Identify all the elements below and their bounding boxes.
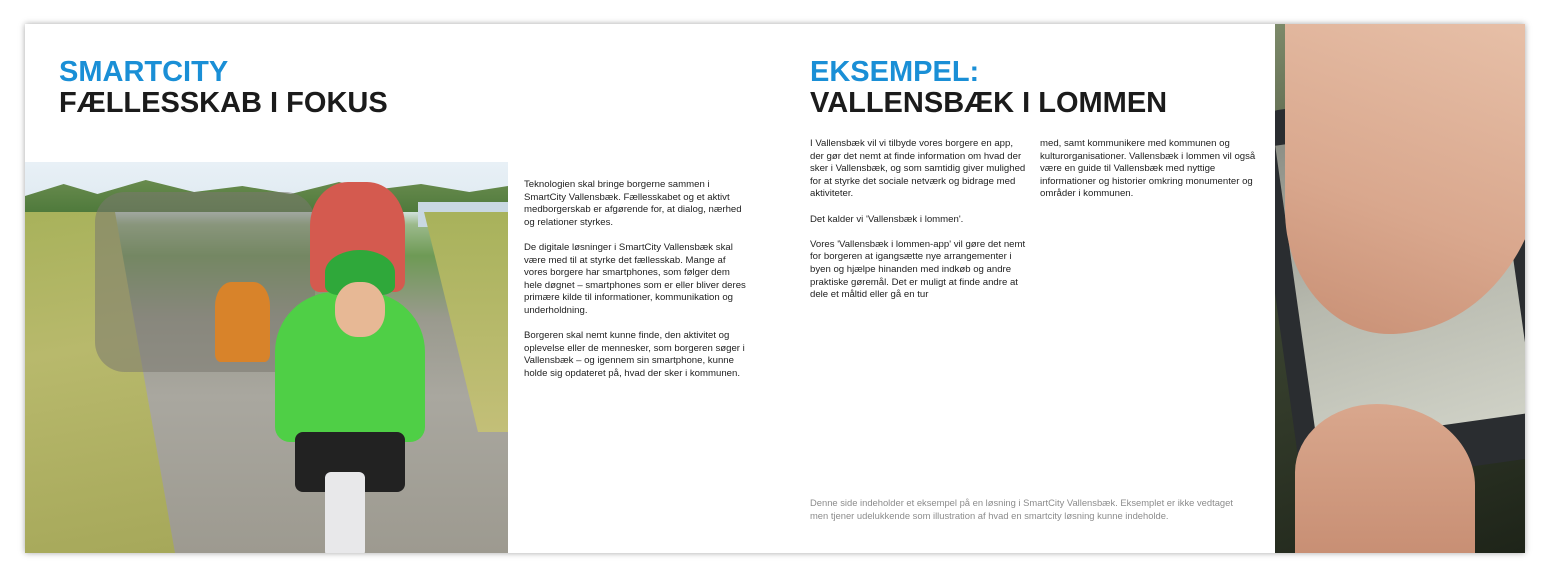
left-heading-accent: SMARTCITY xyxy=(59,56,229,88)
disclaimer-note: Denne side indeholder et eksempel på en løsning i SmartCity Vallensbæk. Eksemplet er ikke vedtaget men tjener udelukkende som illustration af hvad en smartcity løsning kunne indeholde. xyxy=(810,497,1233,521)
brochure-spread xyxy=(25,24,1525,553)
left-heading-main: FÆLLESSKAB I FOKUS xyxy=(59,87,388,119)
right-paragraph-2: Det kalder vi 'Vallensbæk i lommen'. xyxy=(810,213,964,225)
left-paragraph-3: Borgeren skal nemt kunne finde, den aktivitet og oplevelse eller de mennesker, som borgeren søger i Vallensbæk – og igennem sin smartphone, kunne holde sig opdateret på, hvad der sker i kommunen. xyxy=(524,330,745,379)
phone-photo xyxy=(1275,24,1525,553)
right-heading-accent: EKSEMPEL: xyxy=(810,56,980,88)
right-paragraph-3: Vores 'Vallensbæk i lommen-app' vil gøre det nemt for borgeren at igangsætte nye arrangementer i byen og hjælpe hinanden med indkøb og andre praktiske gøremål. Det er muligt at finde andre at dele et måltid eller gå en tur xyxy=(810,238,1026,301)
right-heading-main: VALLENSBÆK I LOMMEN xyxy=(810,87,1168,119)
right-paragraph-4: med, samt kommunikere med kommunen og kulturorganisationer. Vallensbæk i lommen vil også være en guide til Vallensbæk med nyttige informationer og historier omkring monumenter og områder i kommunen. xyxy=(1040,138,1256,200)
right-paragraph-1: I Vallensbæk vil vi tilbyde vores borgere en app, der gør det nemt at finde information om hvad der sker i Vallensbæk, og som samtidig giver mulighed for at styrke det sociale netværk og bidrage med aktiviteter. xyxy=(810,138,1026,200)
right-body-column-2 xyxy=(1040,138,1258,214)
left-body-text xyxy=(524,179,746,393)
left-paragraph-1: Teknologien skal bringe borgerne sammen i SmartCity Vallensbæk. Fællesskabet og et aktivt medborgerskab er afgørende for, at dialog, nærhed og relationer styrkes. xyxy=(524,179,742,228)
left-paragraph-2: De digitale løsninger i SmartCity Vallensbæk skal være med til at styrke det fællesskab. Mange af vores borgere har smartphones, som følger dem hele døgnet – smartphones som er eller bliver deres primære kilde til informationer, kommunikation og underholdning. xyxy=(524,241,746,316)
right-body-column-1 xyxy=(810,138,1028,314)
cycling-photo xyxy=(25,162,508,553)
